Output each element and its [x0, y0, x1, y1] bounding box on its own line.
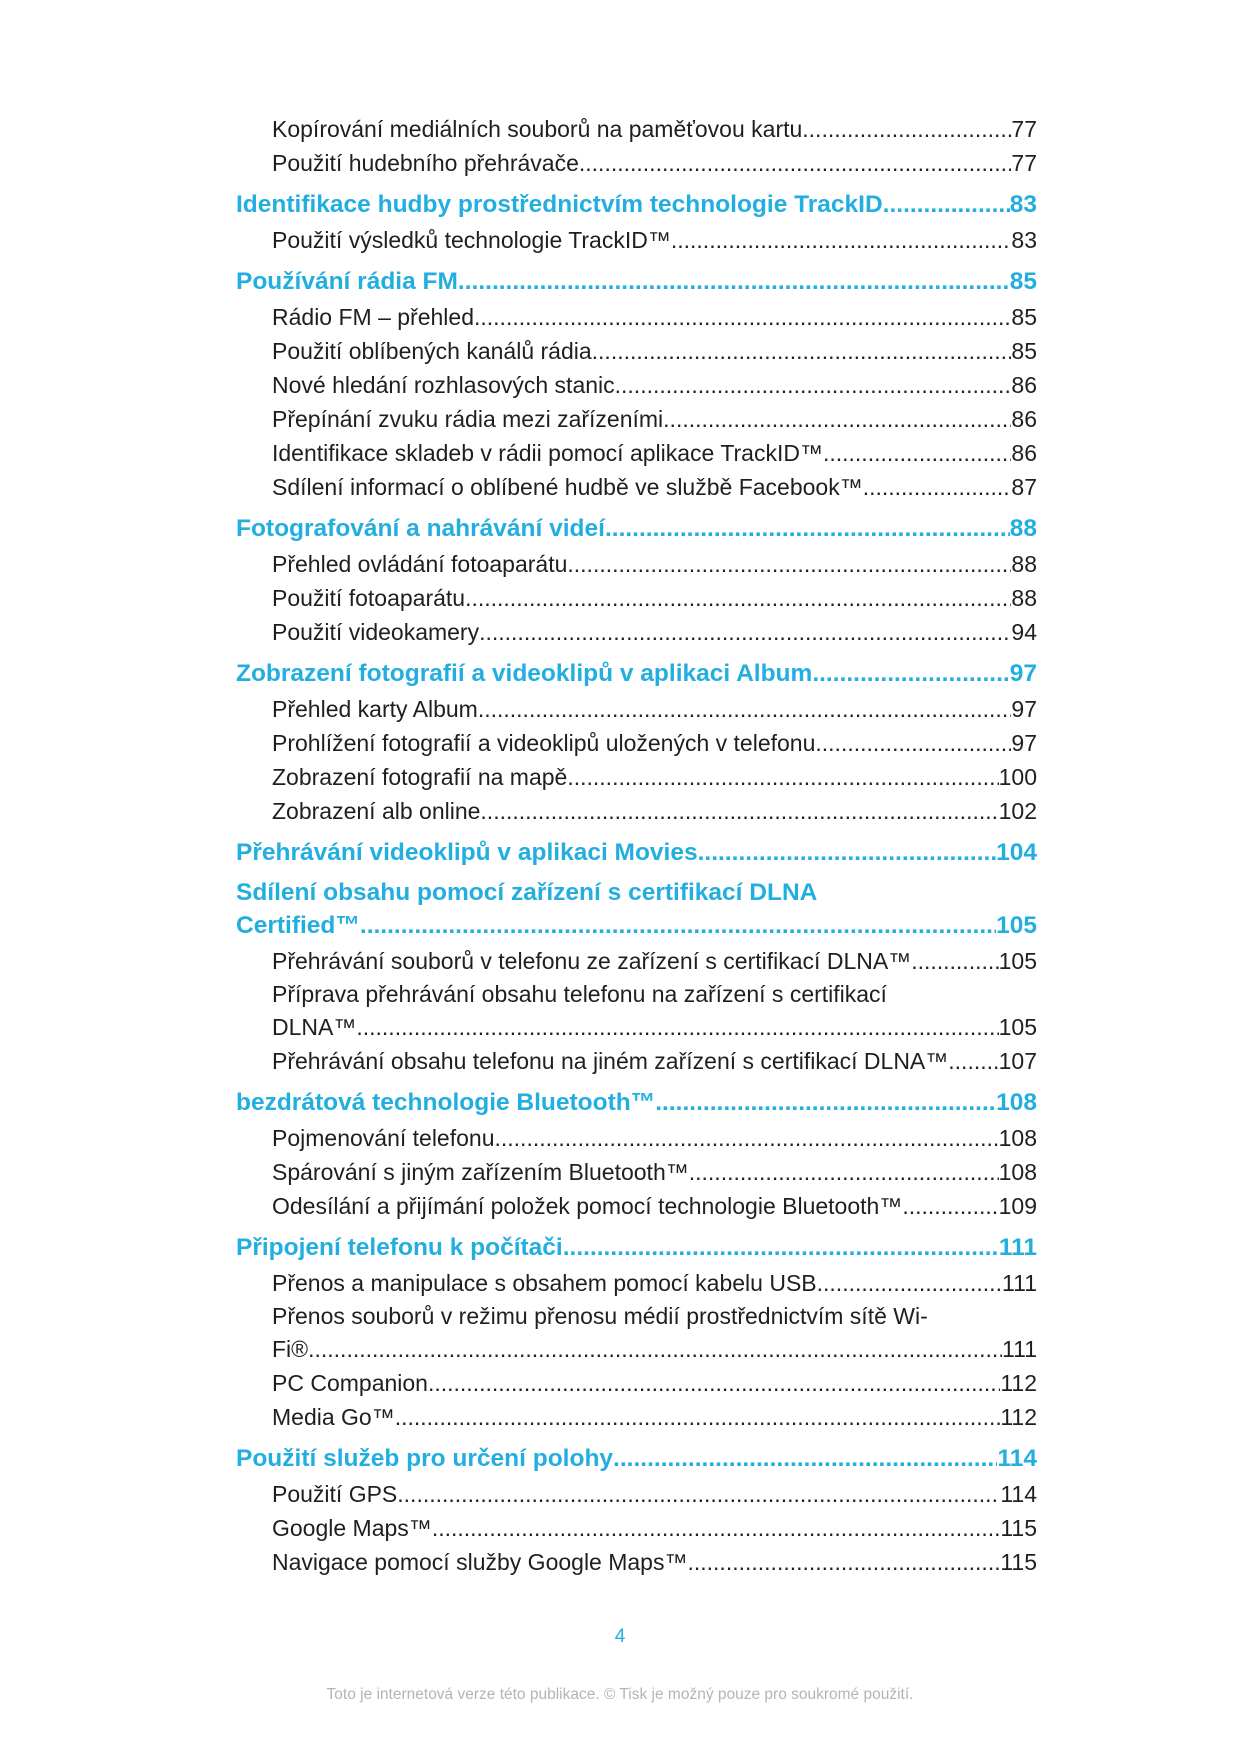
toc-entry-title: Nové hledání rozhlasových stanic [272, 372, 615, 398]
toc-entry[interactable] [272, 1010, 1037, 1044]
toc-section-page: 83 [1009, 191, 1037, 218]
page-number: 4 [614, 1626, 626, 1647]
toc-entry-title: Fi® [272, 1336, 309, 1362]
toc-entry-title: Použití fotoaparátu [272, 585, 466, 611]
dot-leader [823, 436, 1011, 470]
toc-entry-page: 115 [1000, 1515, 1037, 1541]
toc-entry-title: Použití GPS [272, 1481, 398, 1507]
toc-section[interactable] [236, 1233, 1037, 1263]
toc-entry[interactable] [272, 146, 1037, 180]
dot-leader [474, 300, 1011, 334]
toc-entry-title: Navigace pomocí služby Google Maps™ [272, 1549, 688, 1575]
toc-entry[interactable] [272, 436, 1037, 470]
toc-entry-title-line: Příprava přehrávání obsahu telefonu na zařízení s certifikací [272, 981, 887, 1007]
toc-entry-page: 97 [1011, 730, 1037, 756]
toc-entry-page: 112 [1000, 1404, 1037, 1430]
toc-section-title: Přehrávání videoklipů v aplikaci Movies [236, 839, 698, 866]
toc-entry[interactable] [272, 1477, 1037, 1511]
toc-entry[interactable] [272, 402, 1037, 436]
dot-leader [815, 726, 1011, 760]
toc-section-title: Použití služeb pro určení polohy [236, 1445, 614, 1472]
dot-leader [592, 334, 1012, 368]
dot-leader [480, 794, 998, 828]
toc-section-title: bezdrátová technologie Bluetooth™ [236, 1089, 656, 1116]
dot-leader [605, 514, 1010, 544]
toc-section-page: 114 [997, 1445, 1037, 1472]
toc-section-title: Připojení telefonu k počítači [236, 1234, 563, 1261]
dot-leader [465, 581, 1011, 615]
toc-section-title: Identifikace hudby prostřednictvím technologie TrackID [236, 191, 883, 218]
toc-section[interactable] [236, 1444, 1037, 1474]
toc-entry-title: Přenos a manipulace s obsahem pomocí kabelu USB [272, 1270, 817, 1296]
toc-entry[interactable] [272, 470, 1037, 504]
toc-entry[interactable] [272, 944, 1037, 978]
toc-entry[interactable] [272, 615, 1037, 649]
toc-entry-title: Přepínání zvuku rádia mezi zařízeními [272, 406, 664, 432]
toc-entry[interactable] [272, 760, 1037, 794]
toc-section[interactable] [236, 514, 1037, 544]
toc-entry[interactable] [272, 112, 1037, 146]
toc-entry[interactable] [272, 692, 1037, 726]
dot-leader [567, 547, 1011, 581]
toc-section-page: 105 [996, 912, 1037, 939]
dot-leader [428, 1366, 1000, 1400]
toc-section-title: Fotografování a nahrávání videí [236, 515, 605, 542]
dot-leader [812, 659, 1009, 689]
dot-leader [567, 760, 998, 794]
dot-leader [432, 1511, 1001, 1545]
toc-entry-page: 85 [1011, 338, 1037, 364]
toc-entry-title: Použití hudebního přehrávače [272, 150, 579, 176]
toc-section-title-line: Sdílení obsahu pomocí zařízení s certifikací DLNA [236, 879, 818, 906]
toc-section-page: 108 [996, 1089, 1037, 1116]
toc-entry[interactable] [272, 1545, 1037, 1579]
toc-entry-title: Identifikace skladeb v rádii pomocí aplikace TrackID™ [272, 440, 823, 466]
toc-entry-page: 100 [998, 764, 1037, 790]
toc-entry-title: Google Maps™ [272, 1515, 432, 1541]
toc-entry-page: 107 [998, 1048, 1037, 1074]
toc-section-title: Používání rádia FM [236, 268, 458, 295]
toc-entry[interactable] [272, 1366, 1037, 1400]
toc-entry[interactable] [272, 223, 1037, 257]
dot-leader [655, 1088, 996, 1118]
toc-entry-title: Přehled ovládání fotoaparátu [272, 551, 568, 577]
toc-section-page: 85 [1009, 268, 1037, 295]
dot-leader [687, 1545, 1000, 1579]
toc-section-page: 88 [1009, 515, 1037, 542]
toc-entry-page: 115 [1000, 1549, 1037, 1575]
dot-leader [308, 1332, 1002, 1366]
footer-note: Toto je internetová verze této publikace. © Tisk je možný pouze pro soukromé použití. [326, 1686, 914, 1703]
dot-leader [863, 470, 1012, 504]
toc-entry-title: Přehrávání souborů v telefonu ze zařízení s certifikací DLNA™ [272, 948, 912, 974]
toc-section[interactable] [236, 838, 1037, 868]
toc-entry-title: Použití výsledků technologie TrackID™ [272, 227, 671, 253]
dot-leader [948, 1044, 998, 1078]
toc-section[interactable] [236, 659, 1037, 689]
toc-entry-page: 111 [1002, 1270, 1037, 1296]
dot-leader [579, 146, 1012, 180]
toc-entry-page: 88 [1011, 585, 1037, 611]
toc-entry-page: 83 [1011, 227, 1037, 253]
toc-entry-page: 77 [1011, 116, 1037, 142]
dot-leader [902, 1189, 998, 1223]
toc-entry[interactable] [272, 1511, 1037, 1545]
toc-section-title: Zobrazení fotografií a videoklipů v aplikaci Album [236, 660, 813, 687]
toc-entry-page: 86 [1011, 440, 1037, 466]
toc-entry[interactable] [272, 1155, 1037, 1189]
dot-leader [395, 1400, 1001, 1434]
toc-section-title: Certified™ [236, 912, 360, 939]
toc-section-page: 97 [1009, 660, 1037, 687]
toc-section-page: 104 [996, 839, 1037, 866]
toc-entry-title: Prohlížení fotografií a videoklipů uložených v telefonu [272, 730, 816, 756]
toc-entry-title-line: Přenos souborů v režimu přenosu médií prostřednictvím sítě Wi- [272, 1303, 928, 1329]
toc-entry-title: Zobrazení fotografií na mapě [272, 764, 568, 790]
toc-entry-title: Media Go™ [272, 1404, 395, 1430]
toc-entry-title: Sdílení informací o oblíbené hudbě ve službě Facebook™ [272, 474, 863, 500]
toc-entry-title: Spárování s jiným zařízením Bluetooth™ [272, 1159, 689, 1185]
toc-entry-title: Přehled karty Album [272, 696, 478, 722]
toc-entry[interactable] [272, 1266, 1037, 1300]
toc-entry-page: 94 [1011, 619, 1037, 645]
toc-entry-title: Pojmenování telefonu [272, 1125, 495, 1151]
toc-entry-page: 85 [1011, 304, 1037, 330]
dot-leader [397, 1477, 1000, 1511]
toc-entry[interactable] [272, 547, 1037, 581]
toc-entry-title: PC Companion [272, 1370, 428, 1396]
toc-entry-page: 112 [1000, 1370, 1037, 1396]
table-of-contents [236, 112, 1037, 1579]
toc-entry-page: 108 [998, 1159, 1037, 1185]
dot-leader [360, 911, 996, 941]
toc-entry[interactable] [272, 368, 1037, 402]
dot-leader [458, 267, 1010, 297]
toc-section[interactable] [236, 190, 1037, 220]
toc-entry-title: Kopírování mediálních souborů na paměťovou kartu [272, 116, 803, 142]
dot-leader [883, 190, 1010, 220]
dot-leader [356, 1010, 998, 1044]
toc-entry-title: Použití oblíbených kanálů rádia [272, 338, 592, 364]
toc-entry-title: Použití videokamery [272, 619, 480, 645]
dot-leader [663, 402, 1011, 436]
toc-entry[interactable] [272, 726, 1037, 760]
toc-entry-page: 88 [1011, 551, 1037, 577]
toc-section[interactable] [236, 267, 1037, 297]
toc-entry[interactable] [272, 300, 1037, 334]
toc-entry-page: 109 [998, 1193, 1037, 1219]
toc-entry-page: 108 [998, 1125, 1037, 1151]
toc-section[interactable] [236, 911, 1037, 941]
dot-leader [689, 1155, 999, 1189]
toc-entry-page: 114 [1000, 1481, 1037, 1507]
toc-entry-title: Přehrávání obsahu telefonu na jiném zařízení s certifikací DLNA™ [272, 1048, 949, 1074]
toc-entry-title: Rádio FM – přehled [272, 304, 474, 330]
toc-entry[interactable] [272, 1121, 1037, 1155]
toc-entry-page: 105 [998, 1014, 1037, 1040]
dot-leader [495, 1121, 999, 1155]
toc-entry[interactable] [272, 334, 1037, 368]
toc-entry[interactable] [272, 581, 1037, 615]
dot-leader [563, 1233, 999, 1263]
toc-entry[interactable] [272, 1189, 1037, 1223]
dot-leader [478, 692, 1012, 726]
toc-entry-title: Odesílání a přijímání položek pomocí technologie Bluetooth™ [272, 1193, 903, 1219]
toc-entry-page: 86 [1011, 372, 1037, 398]
dot-leader [817, 1266, 1002, 1300]
dot-leader [911, 944, 998, 978]
toc-entry-page: 97 [1011, 696, 1037, 722]
toc-section-page: 111 [998, 1234, 1037, 1261]
toc-section[interactable] [236, 1088, 1037, 1118]
dot-leader [698, 838, 996, 868]
toc-entry-page: 105 [998, 948, 1037, 974]
dot-leader [613, 1444, 997, 1474]
toc-entry[interactable] [272, 1332, 1037, 1366]
toc-entry[interactable] [272, 794, 1037, 828]
dot-leader [479, 615, 1011, 649]
dot-leader [802, 112, 1011, 146]
toc-entry-page: 111 [1002, 1336, 1037, 1362]
toc-entry-title: DLNA™ [272, 1014, 357, 1040]
toc-entry-page: 87 [1011, 474, 1037, 500]
dot-leader [671, 223, 1012, 257]
dot-leader [615, 368, 1012, 402]
toc-entry[interactable] [272, 1400, 1037, 1434]
toc-entry-page: 77 [1011, 150, 1037, 176]
toc-entry[interactable] [272, 1044, 1037, 1078]
toc-entry-page: 102 [998, 798, 1037, 824]
toc-entry-title: Zobrazení alb online [272, 798, 481, 824]
toc-entry-page: 86 [1011, 406, 1037, 432]
